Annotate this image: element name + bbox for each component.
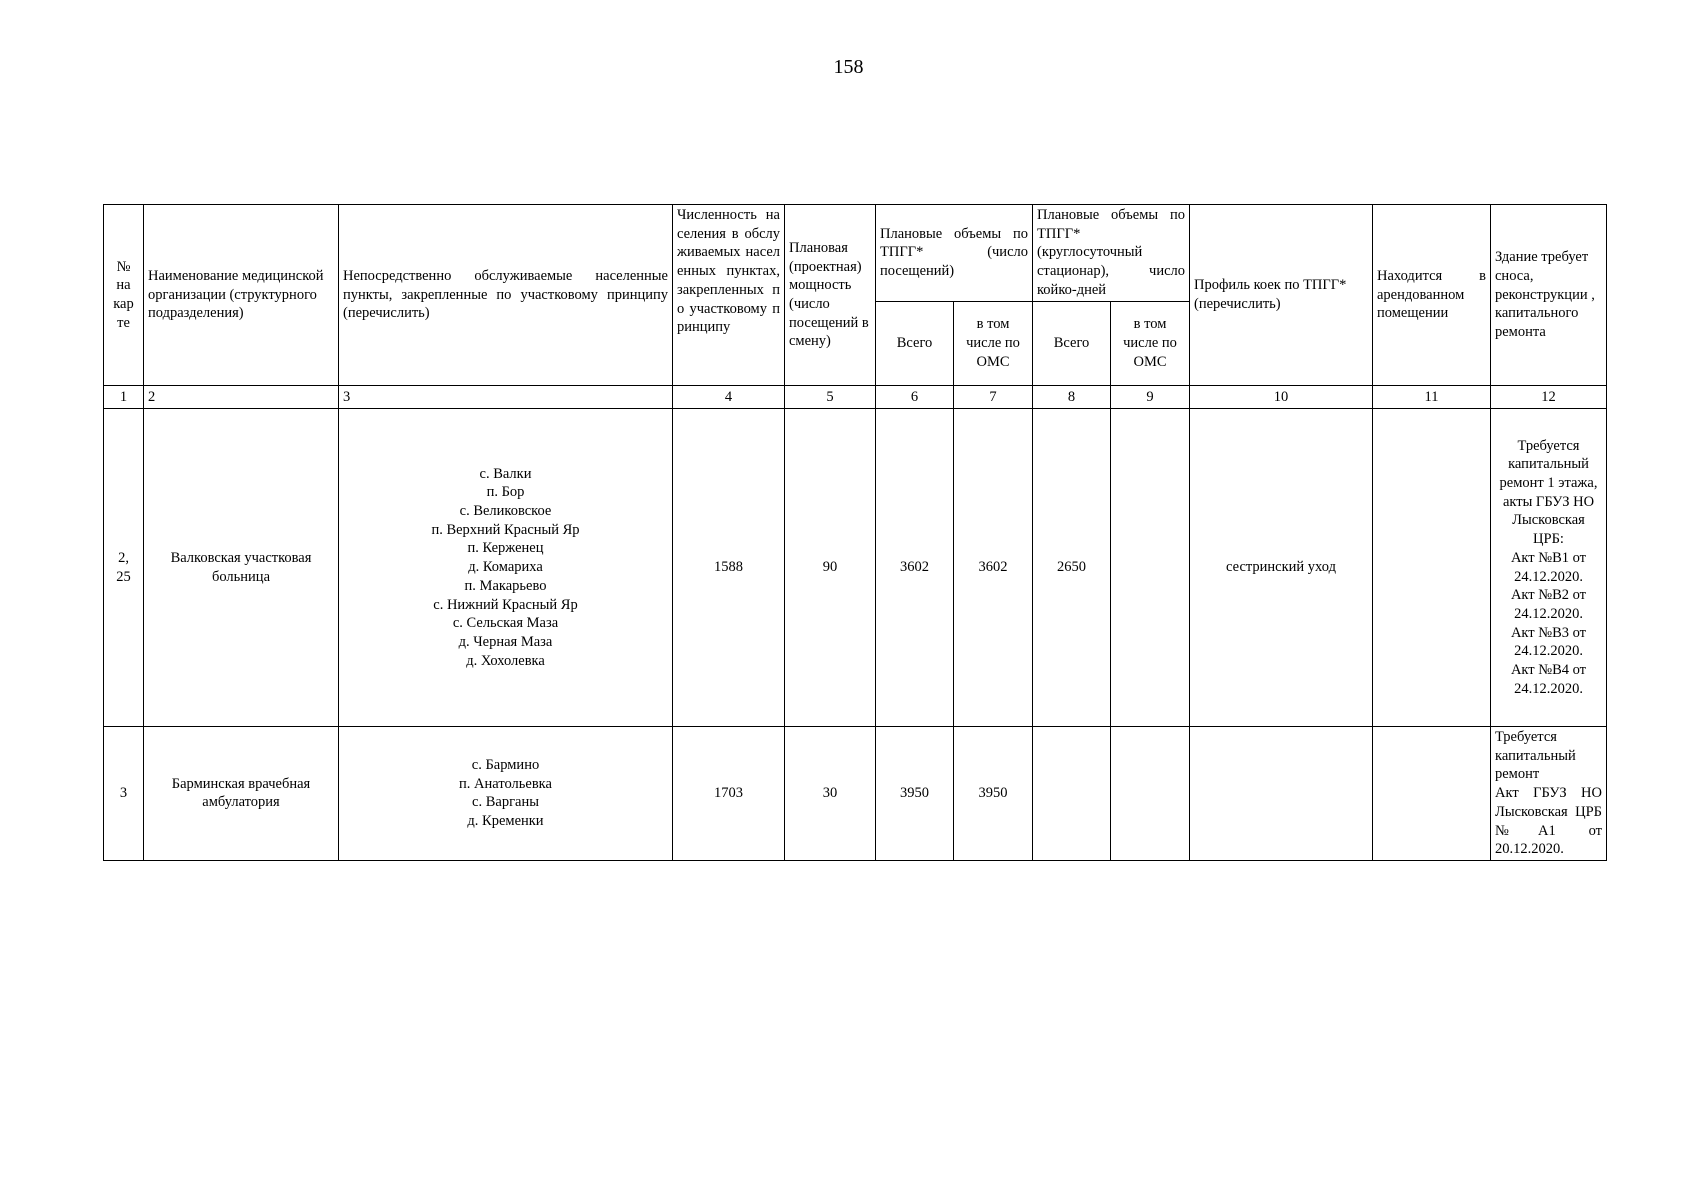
org-name: Барминская врачебная амбулатория [144,727,339,861]
column-number: 11 [1373,386,1491,409]
settlements-list [339,727,673,861]
column-number: 8 [1033,386,1111,409]
settlement-item: п. Макарьево [464,577,547,594]
column-number: 5 [785,386,876,409]
settlement-item: п. Анатольевка [459,775,552,792]
beddays-oms-value [1111,727,1190,861]
settlement-item: с. Нижний Красный Яр [433,596,578,613]
header-visits-total: Всего [876,301,954,385]
settlement-item: д. Хохолевка [466,652,545,669]
org-name: Валковская участковая больница [144,409,339,727]
visits-total-value: 3950 [876,727,954,861]
column-number: 2 [144,386,339,409]
settlement-item: с. Бармино [471,757,540,774]
settlement-item: д. Черная Маза [458,633,553,650]
settlement-item: с. Варганы [472,794,539,811]
building-note: Требуется капитальный ремонт Акт ГБУЗ НО Лысковская ЦРБ №А1 от 20.12.2020. [1491,727,1607,861]
column-number: 1 [104,386,144,409]
column-number: 4 [673,386,785,409]
column-number: 9 [1111,386,1190,409]
page-number: 158 [833,56,864,78]
population-value: 1588 [673,409,785,727]
beddays-oms-value [1111,409,1190,727]
header-row-top [104,205,1607,302]
rented-value [1373,727,1491,861]
header-beddays-total: Всего [1033,301,1111,385]
bed-profile-value [1190,727,1373,861]
settlements-list [339,409,673,727]
column-number: 3 [339,386,673,409]
settlement-item: п. Бор [486,484,525,501]
settlement-item: п. Верхний Красный Яр [431,521,580,538]
building-note: Требуется капитальный ремонт 1 этажа, акты ГБУЗ НО Лысковская ЦРБ: Акт №В1 от 24.12.2020. Акт №В2 от 24.12.2020. Акт №В3 от 24.12.2020. Акт №В4 от 24.12.2020. [1491,409,1607,727]
settlement-item: с. Валки [479,465,532,482]
facility-table [103,204,1607,861]
rented-value [1373,409,1491,727]
header-outpatient-volumes: Плановые объемы по ТПГГ* (число посещений) [876,205,1033,302]
settlement-item: с. Сельская Маза [452,615,559,632]
header-visits-oms: в том числе по ОМС [954,301,1033,385]
map-number: 2, 25 [104,409,144,727]
header-population: Численность населения в обслуживаемых населенных пунктах, закрепленных по участковому принципу [673,205,785,386]
column-number: 6 [876,386,954,409]
settlement-item: д. Кременки [467,813,544,830]
settlement-item: д. Комариха [468,559,543,576]
header-rented: Находится в арендованном помещении [1373,205,1491,386]
population-value: 1703 [673,727,785,861]
visits-oms-value: 3950 [954,727,1033,861]
header-inpatient-volumes: Плановые объемы по ТПГГ* (круглосуточный стационар), число койко-дней [1033,205,1190,302]
capacity-value: 90 [785,409,876,727]
header-building-state: Здание требует сноса, реконструкции , капитального ремонта [1491,205,1607,386]
table-row [104,727,1607,861]
visits-oms-value: 3602 [954,409,1033,727]
column-number: 7 [954,386,1033,409]
header-bed-profile: Профиль коек по ТПГГ* (перечислить) [1190,205,1373,386]
bed-profile-value: сестринский уход [1190,409,1373,727]
visits-total-value: 3602 [876,409,954,727]
capacity-value: 30 [785,727,876,861]
header-org-name: Наименование медицинской организации (структурного подразделения) [144,205,339,386]
table-row [104,409,1607,727]
header-map-number: № на кар те [104,205,144,386]
settlement-item: п. Керженец [467,540,544,557]
beddays-total-value: 2650 [1033,409,1111,727]
column-number-row [104,386,1607,409]
beddays-total-value [1033,727,1111,861]
header-settlements: Непосредственно обслуживаемые населенные пункты, закрепленные по участковому принципу (перечислить) [339,205,673,386]
header-beddays-oms: в том числе по ОМС [1111,301,1190,385]
settlement-item: с. Великовское [459,503,552,520]
header-capacity: Плановая (проектная) мощность (число посещений в смену) [785,205,876,386]
column-number: 10 [1190,386,1373,409]
map-number: 3 [104,727,144,861]
column-number: 12 [1491,386,1607,409]
